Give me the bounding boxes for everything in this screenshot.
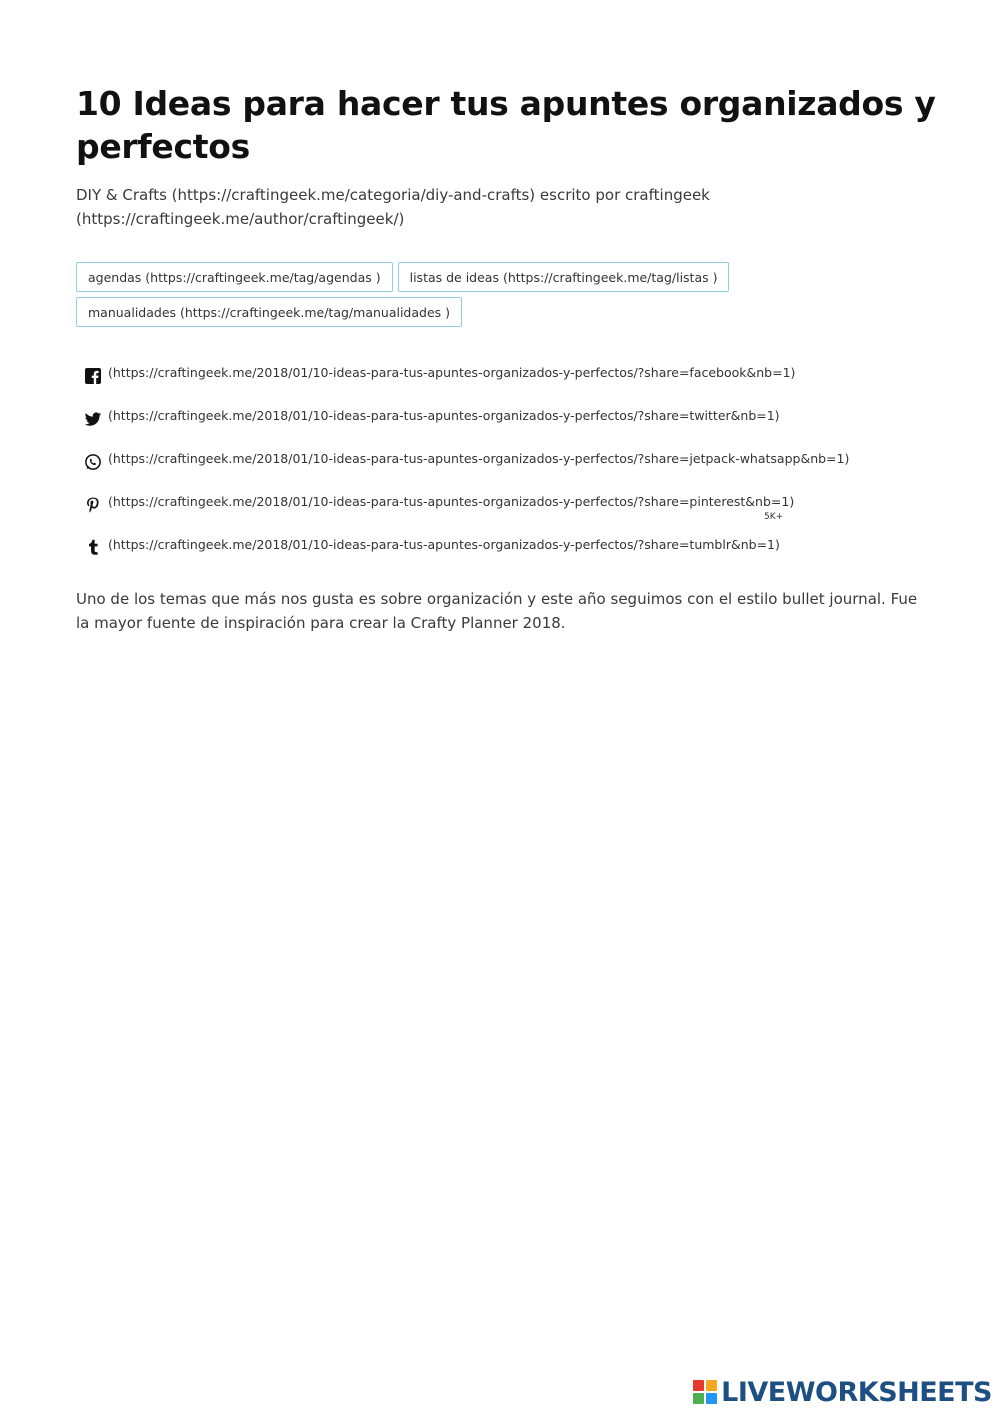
tag-row (76, 297, 936, 327)
share-item-whatsapp[interactable] (84, 448, 964, 491)
pinterest-icon (84, 496, 102, 514)
liveworksheets-logo-mark (693, 1380, 717, 1404)
share-item-twitter[interactable] (84, 405, 964, 448)
share-link-facebook[interactable]: (https://craftingeek.me/2018/01/10-ideas-para-tus-apuntes-organizados-y-perfectos/?share=facebook&nb=1) (108, 365, 796, 380)
tag-listas-de-ideas[interactable]: listas de ideas (https://craftingeek.me/tag/listas ) (398, 262, 730, 292)
share-item-tumblr[interactable] (84, 534, 964, 577)
share-link-whatsapp[interactable]: (https://craftingeek.me/2018/01/10-ideas-para-tus-apuntes-organizados-y-perfectos/?share=jetpack-whatsapp&nb=1) (108, 451, 850, 466)
page-title: 10 Ideas para hacer tus apuntes organizados y perfectos (76, 84, 936, 166)
byline (76, 183, 926, 231)
share-list (84, 362, 964, 577)
facebook-icon (84, 367, 102, 385)
tag-manualidades[interactable]: manualidades (https://craftingeek.me/tag/manualidades ) (76, 297, 462, 327)
share-link-tumblr[interactable]: (https://craftingeek.me/2018/01/10-ideas-para-tus-apuntes-organizados-y-perfectos/?share=tumblr&nb=1) (108, 537, 780, 552)
tag-list (76, 262, 936, 332)
pinterest-share-count: 5K+ (764, 512, 784, 522)
share-item-facebook[interactable] (84, 362, 964, 405)
liveworksheets-logo-text: LIVEWORKSHEETS (721, 1376, 992, 1408)
share-item-pinterest[interactable] (84, 491, 964, 534)
intro-paragraph: Uno de los temas que más nos gusta es sobre organización y este año seguimos con el estilo bullet journal. Fue la mayor fuente de inspiración para crear la Crafty Planner 2018. (76, 590, 918, 632)
logo-square (693, 1380, 704, 1391)
whatsapp-icon (84, 453, 102, 471)
category-link[interactable]: DIY & Crafts (https://craftingeek.me/categoria/diy-and-crafts) (76, 186, 536, 204)
tumblr-icon (84, 539, 102, 557)
liveworksheets-logo[interactable] (693, 1375, 992, 1409)
logo-square (706, 1393, 717, 1404)
logo-square (706, 1380, 717, 1391)
byline-written-by: escrito por (535, 186, 626, 204)
author-link[interactable]: craftingeek (https://craftingeek.me/author/craftingeek/) (76, 186, 710, 228)
share-link-pinterest[interactable]: (https://craftingeek.me/2018/01/10-ideas-para-tus-apuntes-organizados-y-perfectos/?share=pinterest&nb=1) (108, 494, 795, 509)
logo-square (693, 1393, 704, 1404)
tag-agendas[interactable]: agendas (https://craftingeek.me/tag/agendas ) (76, 262, 393, 292)
twitter-icon (84, 410, 102, 428)
share-link-twitter[interactable]: (https://craftingeek.me/2018/01/10-ideas-para-tus-apuntes-organizados-y-perfectos/?share=twitter&nb=1) (108, 408, 780, 423)
tag-row (76, 262, 936, 292)
